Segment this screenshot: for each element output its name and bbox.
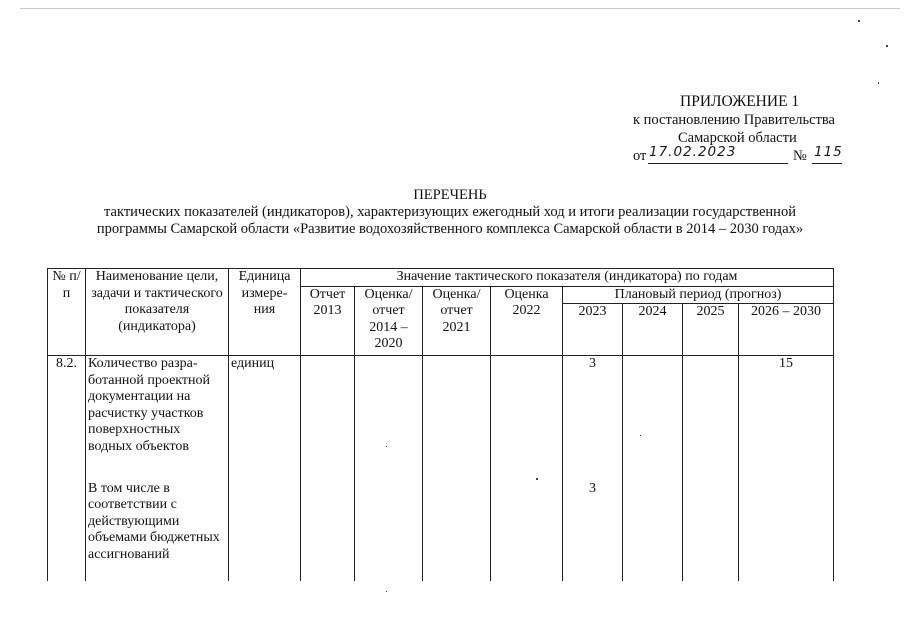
row-unit: единиц <box>229 356 301 481</box>
scan-speck <box>386 591 387 592</box>
appendix-line: Самарской области <box>678 130 797 146</box>
header-num: № п/п <box>48 269 86 356</box>
cell-estimate-2022 <box>491 356 563 481</box>
header-report-2013: Отчет 2013 <box>301 286 355 356</box>
cell-estimate-2014-2020 <box>355 481 423 581</box>
from-label: от <box>633 148 647 164</box>
appendix-line: к постановлению Правительства <box>633 112 835 128</box>
cell-report-2013 <box>301 481 355 581</box>
row-name: В том числе в соответствии с действующими объемами бюджетных ассигнований <box>86 481 229 581</box>
header-estimate-2014-2020: Оценка/ отчет 2014 – 2020 <box>355 286 423 356</box>
cell-2026-2030 <box>739 481 834 581</box>
handwritten-date: 17.02.2023 <box>649 144 737 160</box>
handwritten-number: 115 <box>814 144 843 160</box>
heading-title: ПЕРЕЧЕНЬ <box>413 187 487 203</box>
cell-report-2013 <box>301 356 355 481</box>
row-num <box>48 481 86 581</box>
cell-2025 <box>683 356 739 481</box>
scan-speck <box>878 82 879 84</box>
cell-estimate-2021 <box>423 481 491 581</box>
date-underline <box>648 163 788 164</box>
appendix-title: ПРИЛОЖЕНИЕ 1 <box>680 93 800 110</box>
cell-2024 <box>623 481 683 581</box>
header-2024: 2024 <box>623 304 683 356</box>
cell-2024 <box>623 356 683 481</box>
table-row <box>48 356 834 481</box>
scan-speck <box>858 20 860 22</box>
scan-speck <box>886 45 888 47</box>
header-2026-2030: 2026 – 2030 <box>739 304 834 356</box>
row-unit <box>229 481 301 581</box>
appendix-block <box>600 93 890 167</box>
number-underline <box>812 163 842 164</box>
header-estimate-2022: Оценка 2022 <box>491 286 563 356</box>
header-2025: 2025 <box>683 304 739 356</box>
table-row <box>48 481 834 581</box>
cell-2026-2030: 15 <box>739 356 834 481</box>
header-plan-group: Плановый период (прогноз) <box>563 286 834 304</box>
row-num: 8.2. <box>48 356 86 481</box>
header-name: Наименование цели, задачи и тактического показателя (индикатора) <box>86 269 229 356</box>
document-heading <box>40 187 860 238</box>
header-unit: Единица измере-ния <box>229 269 301 356</box>
heading-line: программы Самарской области «Развитие водохозяйственного комплекса Самарской области в 2014 – 2030 годах» <box>96 221 804 237</box>
number-label: № <box>793 148 807 164</box>
cell-2025 <box>683 481 739 581</box>
cell-estimate-2014-2020 <box>355 356 423 481</box>
cell-estimate-2021 <box>423 356 491 481</box>
appendix-date-line <box>600 144 890 167</box>
cell-estimate-2022 <box>491 481 563 581</box>
indicators-table <box>47 268 834 581</box>
heading-line: тактических показателей (индикаторов), характеризующих ежегодный ход и итоги реализации государственной <box>104 204 796 220</box>
row-name: Количество разра-ботанной проектной документации на расчистку участков поверхностных водных объектов <box>86 356 229 481</box>
header-estimate-2021: Оценка/ отчет 2021 <box>423 286 491 356</box>
scan-top-edge <box>20 8 900 9</box>
cell-2023: 3 <box>563 481 623 581</box>
header-2023: 2023 <box>563 304 623 356</box>
header-values-group: Значение тактического показателя (индикатора) по годам <box>301 269 834 287</box>
cell-2023: 3 <box>563 356 623 481</box>
